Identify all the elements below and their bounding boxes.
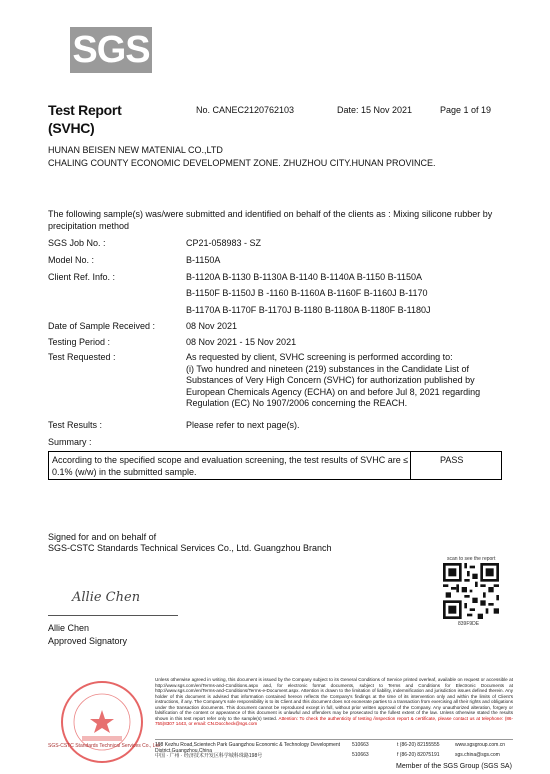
requested-line: Substances of Very High Concern (SVHC) for authorization published by [186,375,475,385]
disclaimer [155,677,513,727]
requested-line: Regulation (EC) No 1907/2006 concerning the REACH. [186,398,408,408]
model-label: Model No. : [48,255,95,265]
period-label: Testing Period : [48,337,111,347]
report-number: No. CANEC2120762103 [196,105,295,115]
summary-result: PASS [440,455,464,465]
sample-intro: The following sample(s) was/were submitted and identified on behalf of the clients as : Mixing silicone rubber by precipitation method [48,209,493,231]
results-value: Please refer to next page(s). [186,420,300,430]
footer-web[interactable]: www.sgsgroup.com.cn [455,742,506,748]
company-address: CHALING COUNTY ECONOMIC DEVELOPMENT ZONE. ZHUZHOU CITY.HUNAN PROVINCE. [48,158,436,168]
disclaimer-attention: Attention: To check the authenticity of testing /inspection report & certificate, please contact us at telephone: (86-755)8307 1443, or email: CN.Doccheck@sgs.com [155,715,513,726]
footer-address-cn: 中国 · 广州 · 经济技术开发区科学城科珠路198号 [155,753,263,759]
requested-line: As requested by client, SVHC screening is performed according to: [186,352,453,362]
signed-on-behalf [48,532,331,554]
disclaimer-body: Unless otherwise agreed in writing, this document is issued by the Company subject to its General Conditions of Service printed overleaf, available on request or accessible at http://www.sgs.com/en/Terms-and-Conditions.aspx and, for electronic format documents, subject to Terms and Conditions for Electronic Documents at http://www.sgs.com/en/Terms-and-Conditions/Terms-e-Document.aspx. Attention is drawn to the limitation of liability, indemnification and jurisdiction issues defined therein. Any holder of this document is advised that information contained hereon reflects the Company's findings at the time of its intervention only and within the limits of Client's instructions, if any. The Company's sole responsibility is to its Client and this document does not exonerate parties to a transaction from exercising all their rights and obligations under the transaction documents. This document cannot be reproduced except in full, without prior written approval of the Company. Any unauthorized alteration, forgery or falsification of the content or appearance of this document is unlawful and offenders may be prosecuted to the fullest extent of the law. Unless otherwise stated the results shown in this test report refer only to the sample(s) tested. [155,677,513,721]
footer-email[interactable]: sgs.china@sgs.com [455,752,500,758]
report-title-line2: (SVHC) [48,120,95,136]
page-number: Page 1 of 19 [440,105,492,115]
signed-line1: Signed for and on behalf of [48,532,157,542]
summary-label: Summary : [48,437,92,447]
requested-label: Test Requested : [48,352,116,362]
requested-line: (i) Two hundred and nineteen (219) substances in the Candidate List of [186,363,470,374]
footer-address-en: 198 Kezhu Road,Scientech Park Guangzhou Economic & Technology Development District,Guangzhou,China [155,742,341,754]
footer-postcode: 510663 [352,742,369,748]
report-title-line1: Test Report [48,102,122,118]
model-value: B-1150A [186,255,221,265]
company-name: HUNAN BEISEN NEW MATENIAL CO.,LTD [48,145,223,155]
received-label: Date of Sample Received : [48,321,156,331]
report-date: Date: 15 Nov 2021 [337,105,413,115]
results-label: Test Results : [48,420,103,430]
footer-tel: t (86-20) 82155555 [397,742,440,748]
signature-line [48,615,178,616]
qr-code-icon[interactable] [443,563,499,619]
handwritten-signature: Allie Chen [72,590,141,605]
footer-fax: f (86-20) 82075191 [397,752,440,758]
period-value: 08 Nov 2021 - 15 Nov 2021 [186,337,297,347]
client-ref-label: Client Ref. Info. : [48,272,116,282]
job-value: CP21-058983 - SZ [186,238,262,248]
signatory-role: Approved Signatory [48,636,128,646]
signatory-name: Allie Chen [48,623,90,633]
footer-postcode-cn: 510663 [352,752,369,758]
qr-caption: scan to see the report [447,556,496,562]
requested-line: European Chemicals Agency (ECHA) on and before Jul 8, 2021 regarding [186,386,481,397]
seal-text: SGS-CSTC Standards Technical Services Co., Ltd. [48,743,162,749]
summary-text: According to the specified scope and evaluation screening, the test results of SVHC are ≤ 0.1% (w/w) in the submitted sample. [52,455,409,477]
sgs-member: Member of the SGS Group (SGS SA) [396,763,512,770]
job-label: SGS Job No. : [48,238,106,248]
requested-text [186,352,516,410]
company-seal-icon [60,680,144,764]
signatory [48,622,127,648]
signed-line2: SGS-CSTC Standards Technical Services Co., Ltd. Guangzhou Branch [48,543,332,553]
received-value: 08 Nov 2021 [186,321,238,331]
client-ref-line: B-1120A B-1130 B-1130A B-1140 B-1140A B-1150 B-1150A [186,272,422,282]
footer-divider [155,739,513,740]
qr-id: 839F9DE [458,621,480,627]
sgs-logo: SGS [70,27,152,73]
client-ref-line: B-1150F B-1150J B -1160 B-1160A B-1160F B-1160J B-1170 [186,288,428,298]
report-title [48,101,121,137]
client-ref-line: B-1170A B-1170F B-1170J B-1180 B-1180A B-1180F B-1180J [186,305,431,315]
